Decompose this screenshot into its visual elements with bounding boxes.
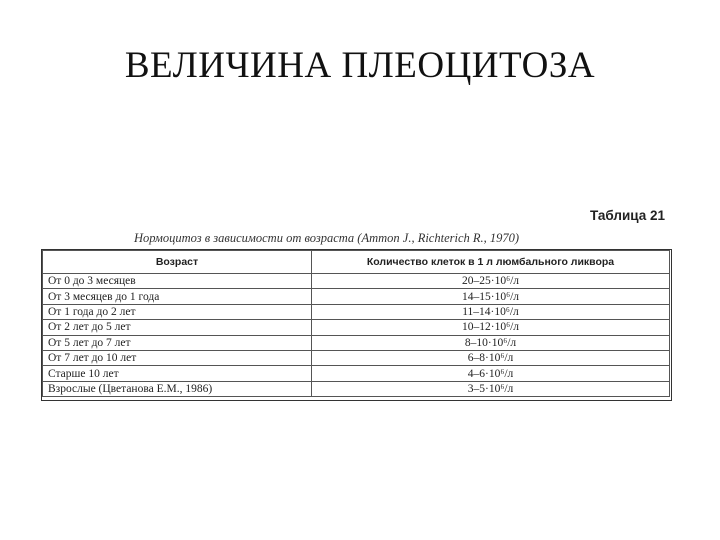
column-header-age: Возраст: [43, 251, 312, 274]
cell-count-cell: 8–10·10⁶/л: [312, 335, 670, 350]
table-header-row: [43, 251, 670, 274]
table-row: [43, 381, 670, 396]
table-row: [43, 335, 670, 350]
age-cell: От 2 лет до 5 лет: [43, 320, 312, 335]
table-number-label: Таблица 21: [590, 208, 666, 223]
slide-title: ВЕЛИЧИНА ПЛЕОЦИТОЗА: [124, 45, 596, 86]
cell-count-cell: 4–6·10⁶/л: [312, 366, 670, 381]
age-cell: Взрослые (Цветанова Е.М., 1986): [43, 381, 312, 396]
table-row: [43, 350, 670, 365]
cell-count-cell: 11–14·10⁶/л: [312, 304, 670, 319]
table-row: [43, 304, 670, 319]
column-header-cell-count: Количество клеток в 1 л люмбального ликвора: [312, 251, 670, 274]
table-row: [43, 320, 670, 335]
table-row: [43, 274, 670, 289]
table-caption: Нормоцитоз в зависимости от возраста (Ammon J., Richterich R., 1970): [134, 231, 520, 245]
cell-count-cell: 3–5·10⁶/л: [312, 381, 670, 396]
cell-count-cell: 10–12·10⁶/л: [312, 320, 670, 335]
age-cell: От 3 месяцев до 1 года: [43, 289, 312, 304]
normocytosis-table: [42, 250, 670, 397]
cell-count-cell: 14–15·10⁶/л: [312, 289, 670, 304]
age-cell: Старше 10 лет: [43, 366, 312, 381]
cell-count-cell: 6–8·10⁶/л: [312, 350, 670, 365]
table-row: [43, 366, 670, 381]
age-cell: От 0 до 3 месяцев: [43, 274, 312, 289]
age-cell: От 1 года до 2 лет: [43, 304, 312, 319]
cell-count-cell: 20–25·10⁶/л: [312, 274, 670, 289]
age-cell: От 5 лет до 7 лет: [43, 335, 312, 350]
table-row: [43, 289, 670, 304]
age-cell: От 7 лет до 10 лет: [43, 350, 312, 365]
